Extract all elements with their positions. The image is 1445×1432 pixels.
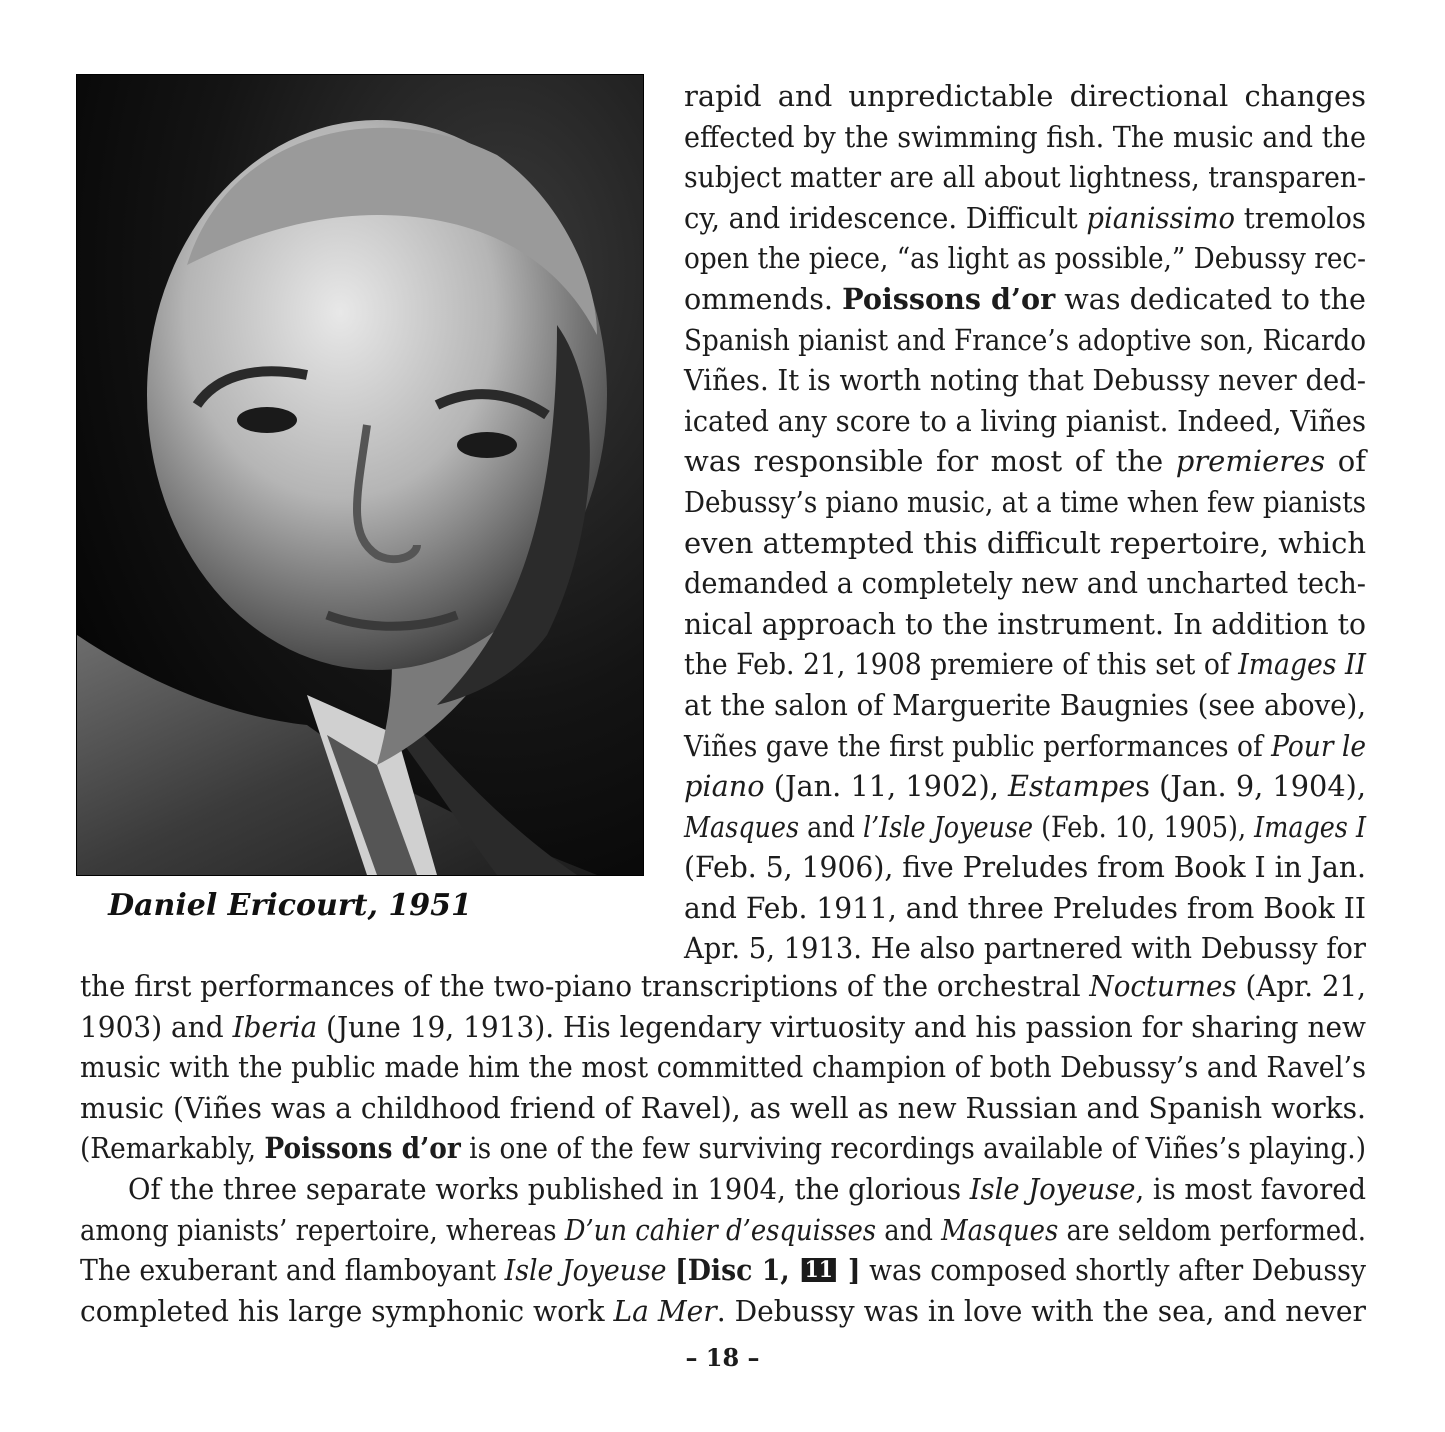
italic-text: Iberia [232,1009,318,1044]
italic-text: Pour le [1271,728,1366,763]
photo-figure [76,74,644,923]
text-line: Apr. 5, 1913. He also partnered with Debussy for [684,931,1366,966]
italic-text: l’Isle Joyeuse [863,809,1034,844]
text-line: icated any score to a living pianist. Indeed, Viñes [684,403,1366,438]
italic-text: Isle Joyeuse [504,1253,667,1288]
text-line: was responsible for most of the premieres of [684,444,1366,479]
text-line: ommends. Poissons d’or was dedicated to the [684,281,1366,316]
body-text [80,966,1366,1331]
text-line: Masques and l’Isle Joyeuse (Feb. 10, 1905), Images I [684,809,1366,844]
italic-text: Images I [1254,809,1366,844]
italic-text: Masques [684,809,800,844]
text-line: the Feb. 21, 1908 premiere of this set of Images II [684,647,1366,682]
text-line: nical approach to the instrument. In addition to [684,606,1366,641]
italic-text: piano [684,769,765,804]
text-line: among pianists’ repertoire, whereas D’un cahier d’esquisses and Masques are seldom performed. [80,1212,1366,1247]
italic-text: D’un cahier d’esquisses [564,1212,877,1247]
text-line: 1903) and Iberia (June 19, 1913). His legendary virtuosity and his passion for sharing new [80,1009,1367,1044]
text-line: cy, and iridescence. Difficult pianissimo tremolos [684,200,1366,235]
text-line: completed his large symphonic work La Mer. Debussy was in love with the sea, and never [80,1293,1366,1328]
text-line: Viñes. It is worth noting that Debussy never ded- [684,363,1366,398]
bold-text: [Disc 1, [675,1253,790,1288]
track-number-badge: 11 [802,1258,836,1282]
text-line: even attempted this difficult repertoire, which [684,525,1366,560]
bold-text: Poissons d’or [264,1131,461,1166]
text-line: Spanish pianist and France’s adoptive son, Ricardo [684,322,1366,357]
italic-text: Estampe [1008,769,1136,804]
text-line: (Remarkably, Poissons d’or is one of the few surviving recordings available of Viñes’s playing.) [80,1131,1366,1166]
text-line: at the salon of Marguerite Baugnies (see above), [684,687,1366,722]
italic-text: Masques [941,1212,1059,1247]
bold-text: ] [847,1253,861,1288]
italic-text: Isle Joyeuse [969,1171,1136,1206]
text-line: subject matter are all about lightness, transparen- [684,160,1366,195]
portrait-photo [76,74,644,876]
italic-text: La Mer [613,1293,717,1328]
text-line: Of the three separate works published in 1904, the glorious Isle Joyeuse, is most favored [128,1171,1366,1206]
italic-text: premieres [1175,444,1326,479]
text-line: piano (Jan. 11, 1902), Estampes (Jan. 9, 1904), [684,769,1366,804]
bold-text: Poissons d’or [842,281,1056,316]
italic-text: Nocturnes [1089,969,1237,1003]
portrait-illustration [77,75,643,875]
text-line: demanded a completely new and uncharted tech- [684,566,1366,601]
text-line: (Feb. 5, 1906), five Preludes from Book I in Jan. [684,850,1366,885]
text-line: rapid and unpredictable directional changes [684,79,1366,113]
page-number: – 18 – [685,1343,760,1372]
text-line: effected by the swimming fish. The music and the [684,119,1366,154]
text-line: and Feb. 1911, and three Preludes from Book II [684,890,1366,925]
text-line: Viñes gave the first public performances of Pour le [684,728,1366,763]
italic-text: Images II [1238,647,1366,682]
text-line: open the piece, “as light as possible,” Debussy rec- [684,241,1366,276]
text-line: the first performances of the two-piano transcriptions of the orchestral Nocturnes (Apr. 21, [80,969,1366,1003]
text-line: music (Viñes was a childhood friend of Ravel), as well as new Russian and Spanish works. [80,1090,1366,1125]
photo-caption: Daniel Ericourt, 1951 [108,888,472,923]
text-line: music with the public made him the most committed champion of both Debussy’s and Ravel’s [80,1050,1366,1085]
text-line: Debussy’s piano music, at a time when few pianists [684,484,1366,519]
text-line: The exuberant and flamboyant Isle Joyeuse [Disc 1, 11 ] was composed shortly after Debussy [80,1253,1366,1288]
text-column [684,76,1366,969]
italic-text: pianissimo [1086,200,1235,235]
